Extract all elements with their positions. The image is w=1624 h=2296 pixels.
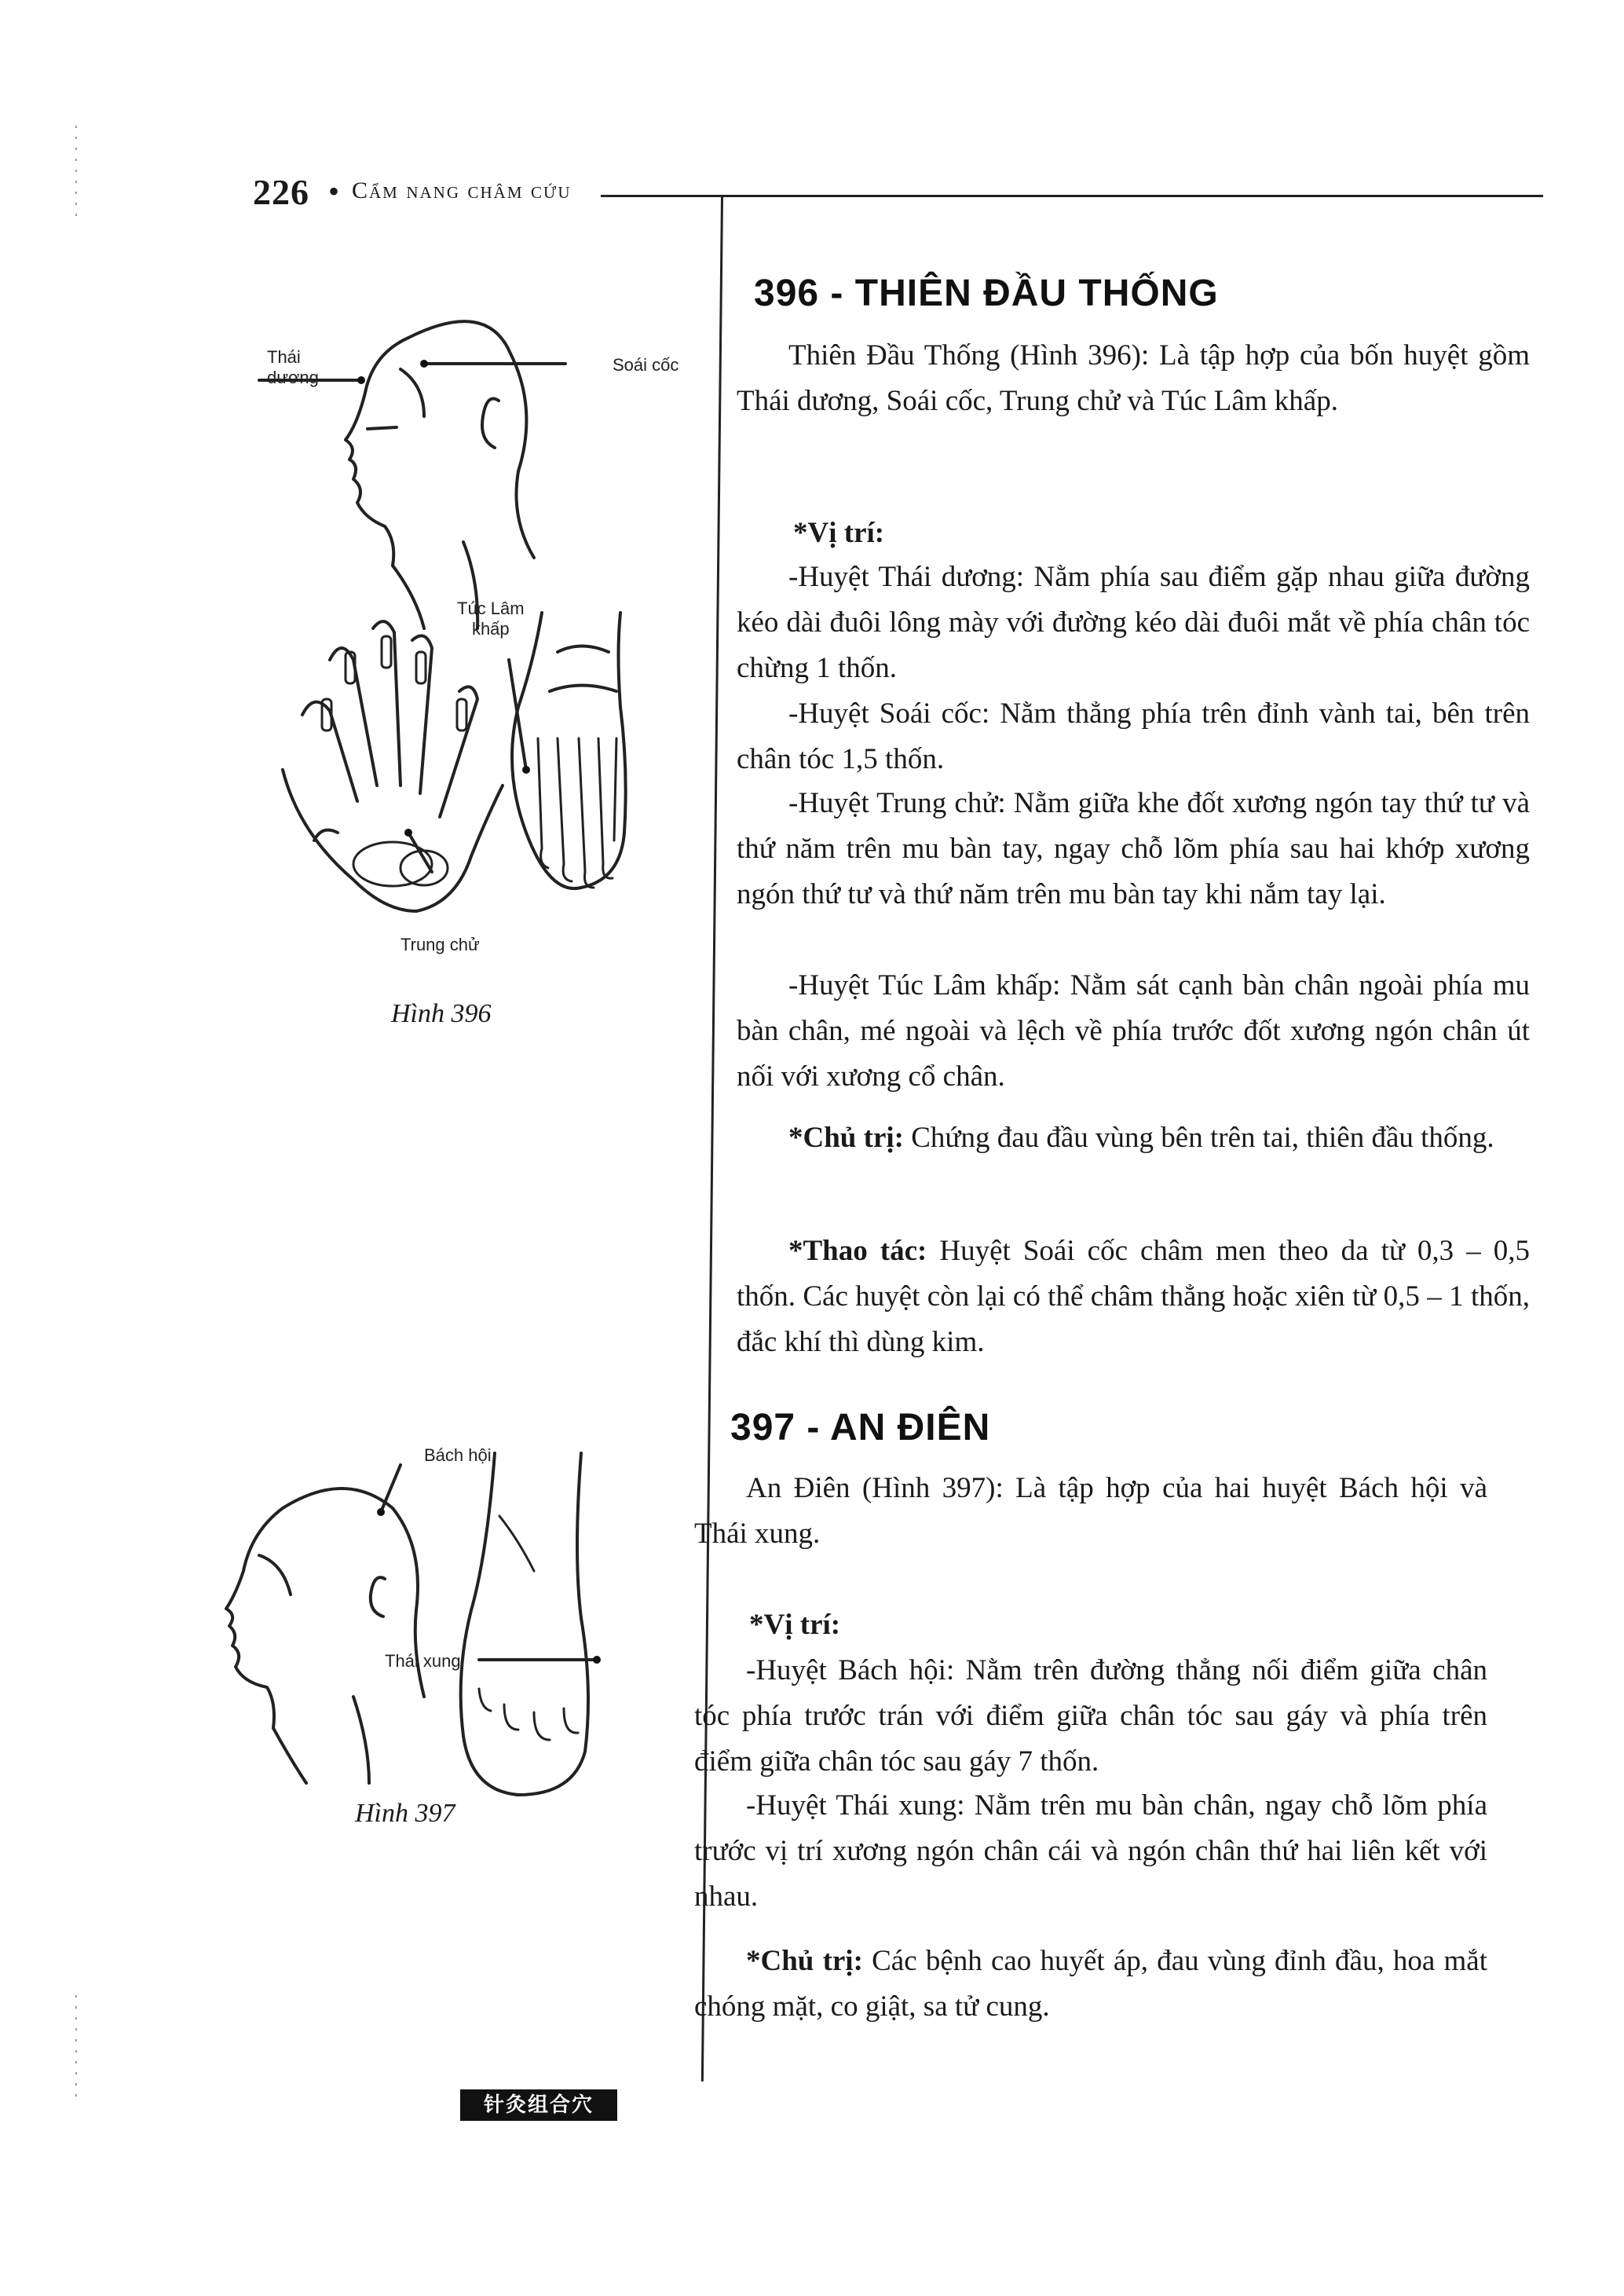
figure-397-drawing [188, 1437, 675, 1807]
section-396-point-4: -Huyệt Túc Lâm khấp: Nằm sát cạnh bàn chân ngoài phía mu bàn chân, mé ngoài và lệch về phía trước đốt xương ngón chân út nối với xương cổ chân. [737, 969, 1530, 1093]
ear [482, 399, 499, 449]
figure-396-drawing [228, 283, 715, 1029]
section-397-point-1: -Huyệt Bách hội: Nằm trên đường thẳng nối điểm giữa chân tóc phía trước trán với điểm giữa chân tóc sau gáy và phía trên điểm giữa chân tóc sau gáy 7 thốn. [694, 1654, 1487, 1778]
head-outline [408, 321, 534, 558]
chu-tri-text: Chứng đau đầu vùng bên trên tai, thiên đầu thống. [903, 1122, 1494, 1154]
chu-tri-text: Các bệnh cao huyết áp, đau vùng đỉnh đầu, hoa mắt chóng mặt, co giật, sa tử cung. [694, 1945, 1487, 2023]
section-397-chu-tri [694, 1939, 1487, 2030]
section-396-point-3: -Huyệt Trung chử: Nằm giữa khe đốt xương ngón tay thứ tư và thứ năm trên mu bàn tay, ngay chỗ lõm phía sau hai khớp xương ngón thứ tư và thứ năm trên mu bàn tay khi nắm tay lại. [737, 787, 1530, 910]
thao-tac-label: *Thao tác: [788, 1235, 927, 1267]
point-thai-xung [593, 1656, 601, 1664]
label-tuc-lam-khap: Túc Lâm khấp [457, 599, 525, 639]
book-title: Cẩm nang châm cứu [352, 178, 572, 203]
section-396-chu-tri [737, 1115, 1530, 1161]
page-number: 226 [253, 172, 309, 212]
point-soai-coc [420, 360, 428, 368]
foot-outline [461, 1453, 588, 1795]
point-trung-chu [404, 829, 412, 837]
section-396-vi-tri-label [793, 511, 1531, 556]
ear [371, 1577, 385, 1617]
label-trung-chu: Trung chử [401, 935, 480, 954]
section-396-point-1: -Huyệt Thái dương: Nằm phía sau điểm gặp nhau giữa đường kéo dài đuôi lông mày với đường kéo dài đuôi mắt về phía chân tóc chừng 1 thốn. [737, 561, 1530, 684]
section-396-thao-tac [737, 1229, 1530, 1365]
section-397-intro: An Điên (Hình 397): Là tập hợp của hai huyệt Bách hội và Thái xung. [694, 1472, 1487, 1550]
caption-figure-397: Hình 397 [355, 1799, 455, 1828]
section-397-heading: 397 - AN ĐIÊN [730, 1407, 991, 1448]
point-bach-hoi [377, 1508, 385, 1516]
foot-outline [512, 613, 626, 888]
caption-figure-396: Hình 396 [391, 999, 492, 1028]
label-thai-duong: Thái dương [267, 347, 319, 387]
section-396-intro: Thiên Đầu Thống (Hình 396): Là tập hợp của bốn huyệt gồm Thái dương, Soái cốc, Trung chử và Túc Lâm khấp. [737, 339, 1530, 417]
point-tuc-lam-khap [522, 766, 530, 774]
face-profile [226, 1508, 283, 1728]
header-bullet: • [328, 174, 340, 209]
margin-mark [75, 1995, 77, 2105]
figure-397 [188, 1437, 675, 1807]
label-bach-hoi: Bách hội [424, 1445, 492, 1465]
face-profile [346, 338, 408, 566]
section-396-heading: 396 - THIÊN ĐẦU THỐNG [754, 273, 1219, 314]
chu-tri-label: *Chủ trị: [788, 1122, 904, 1154]
label-soai-coc: Soái cốc [613, 355, 679, 375]
vi-tri-label: *Vị trí: [749, 1609, 841, 1641]
figure-396 [228, 283, 715, 1029]
point-thai-duong [357, 376, 365, 384]
section-396-point-2: -Huyệt Soái cốc: Nằm thẳng phía trên đỉnh vành tai, bên trên chân tóc 1,5 thốn. [737, 698, 1530, 775]
chu-tri-label: *Chủ trị: [746, 1945, 863, 1977]
margin-mark [75, 126, 77, 220]
vi-tri-label: *Vị trí: [793, 517, 885, 549]
section-397-point-2: -Huyệt Thái xung: Nằm trên mu bàn chân, ngay chỗ lõm phía trước vị trí xương ngón chân cái và ngón chân thứ hai liên kết với nhau. [694, 1789, 1487, 1913]
footer-stamp: 针灸组合穴 [460, 2089, 617, 2121]
header-rule [601, 195, 1543, 197]
thao-tac-text: Huyệt Soái cốc châm men theo da từ 0,3 – 0,5 thốn. Các huyệt còn lại có thể châm thẳng hoặc xiên từ 0,5 – 1 thốn, đắc khí thì dùng kim. [737, 1235, 1530, 1358]
label-thai-xung: Thái xung [385, 1651, 461, 1671]
section-397-vi-tri-label [749, 1602, 1487, 1648]
